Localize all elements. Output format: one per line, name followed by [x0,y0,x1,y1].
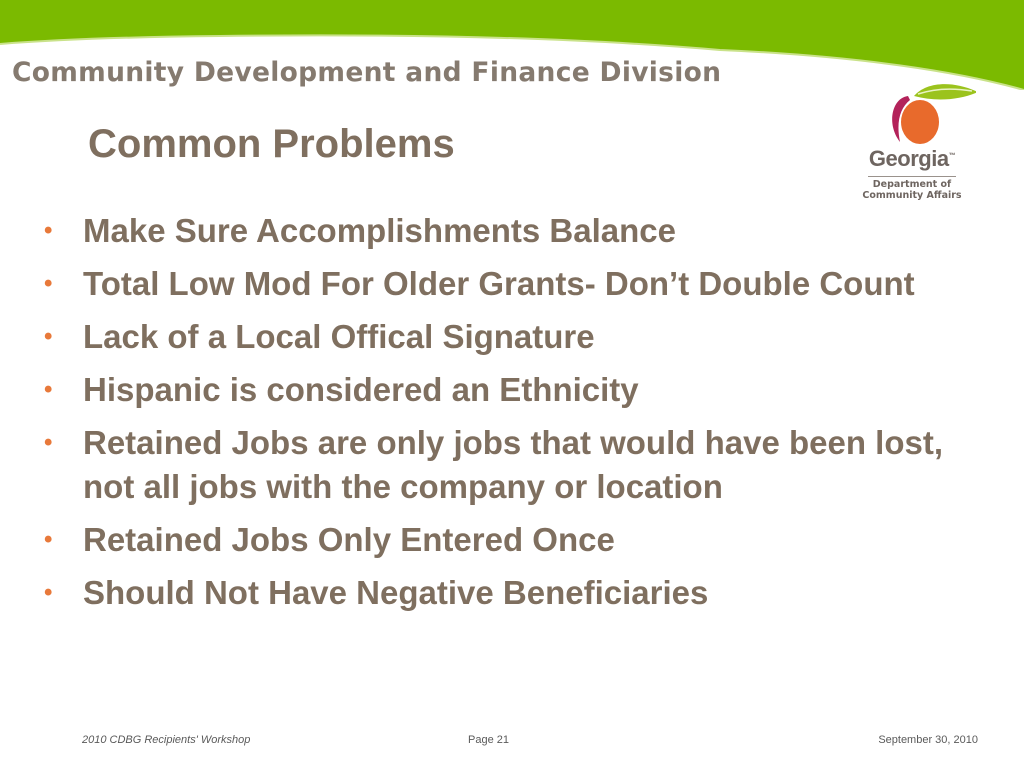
bullet-item [42,421,982,509]
footer-date: September 30, 2010 [878,734,978,746]
footer-page-number: Page 21 [468,734,509,746]
footer-workshop-label: 2010 CDBG Recipients' Workshop [82,734,251,746]
bullet-item [42,315,982,359]
bullet-icon: • [44,323,53,350]
logo-subtitle-line2: Community Affairs [862,190,962,201]
division-title: Community Development and Finance Division [12,57,722,88]
bullet-icon: • [44,579,53,606]
georgia-dca-logo [856,78,976,204]
bullet-text: Should Not Have Negative Beneficiaries [83,574,709,611]
bullet-text: Total Low Mod For Older Grants- Don’t Double Count [83,265,915,302]
bullet-icon: • [44,217,53,244]
logo-divider [868,176,956,177]
bullet-item [42,571,982,615]
bullet-item [42,262,982,306]
slide-title: Common Problems [88,122,455,166]
bullet-icon: • [44,526,53,553]
logo-subtitle [856,179,968,201]
bullet-text: Retained Jobs Only Entered Once [83,521,615,558]
bullet-icon: • [44,270,53,297]
bullet-text: Retained Jobs are only jobs that would have been lost, not all jobs with the company or location [83,424,943,505]
bullet-text: Lack of a Local Offical Signature [83,318,595,355]
bullet-item [42,368,982,412]
bullet-text: Hispanic is considered an Ethnicity [83,371,639,408]
bullet-icon: • [44,429,53,456]
bullet-item [42,518,982,562]
bullet-text: Make Sure Accomplishments Balance [83,212,677,249]
logo-wordmark: Georgia™ [868,146,956,171]
bullet-icon: • [44,376,53,403]
peach-logo-icon [856,78,976,148]
bullet-list [42,209,982,624]
logo-subtitle-line1: Department of [872,179,952,190]
bullet-item [42,209,982,253]
